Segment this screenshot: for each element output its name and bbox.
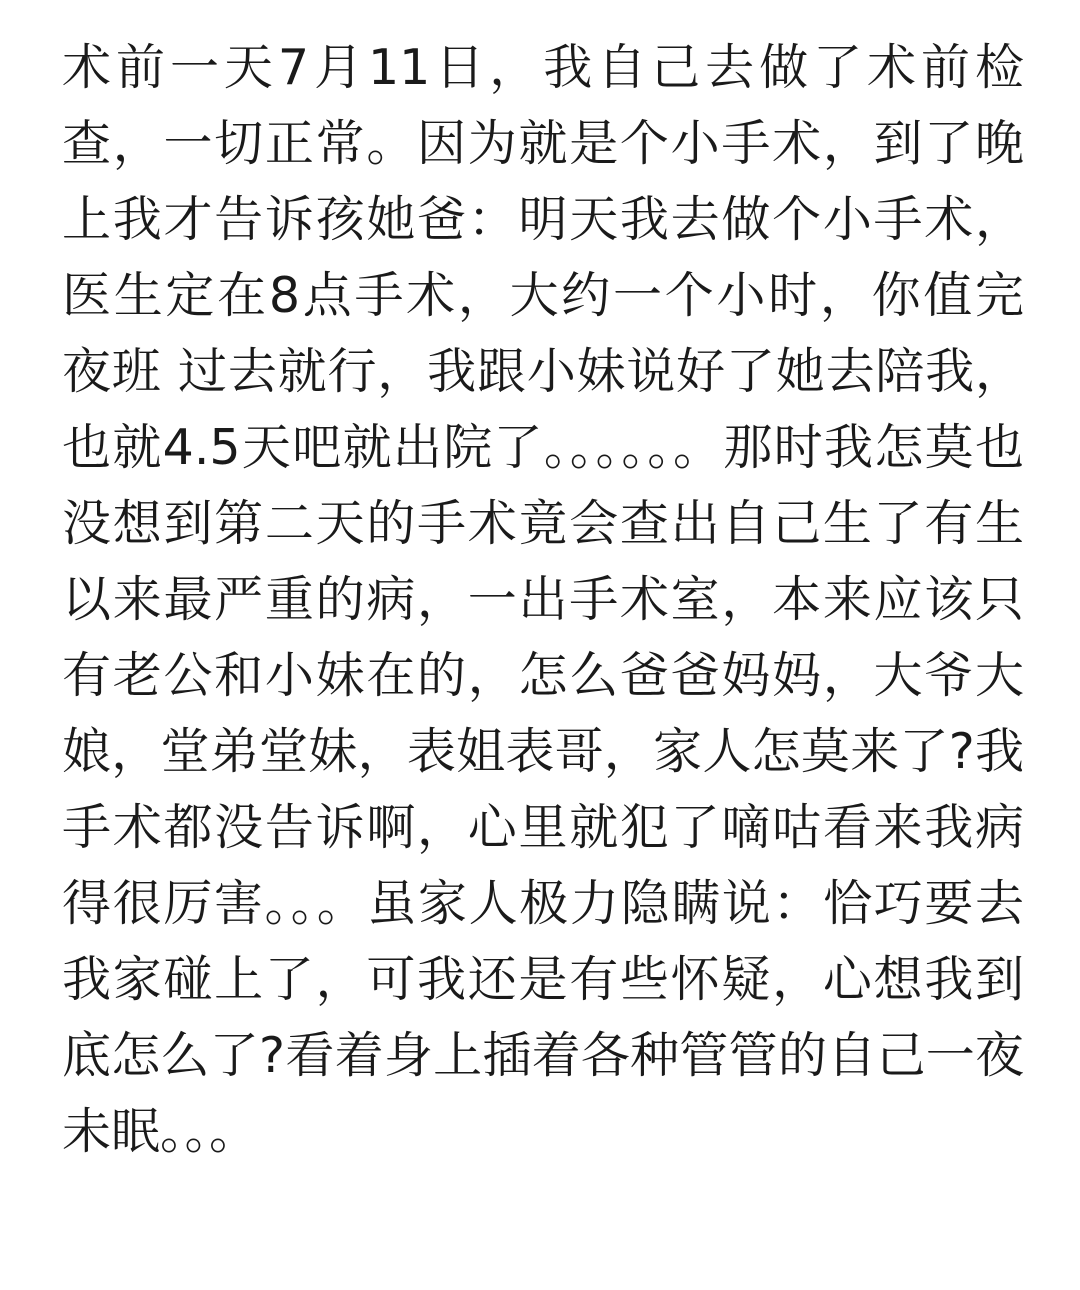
article-paragraph: 术前一天7月11日，我自己去做了术前检查，一切正常。因为就是个小手术，到了晚上我才告诉孩她爸：明天我去做个小手术，医生定在8点手术，大约一个小时，你值完夜班 过去就行，我跟小妹说好了她去陪我，也就4.5天吧就出院了。。。。。。那时我怎莫也没想到第二天的手术竟会查出自己生了有生以来最严重的病，一出手术室，本来应该只有老公和小妹在的，怎么爸爸妈妈，大爷大娘，堂弟堂妹，表姐表哥，家人怎莫来了?我手术都没告诉啊，心里就犯了嘀咕看来我病得很厉害。。。虽家人极力隐瞒说：恰巧要去我家碰上了，可我还是有些怀疑，心想我到底怎么了?看着身上插着各种管管的自己一夜未眠。。。 xyxy=(62,39,1024,1160)
